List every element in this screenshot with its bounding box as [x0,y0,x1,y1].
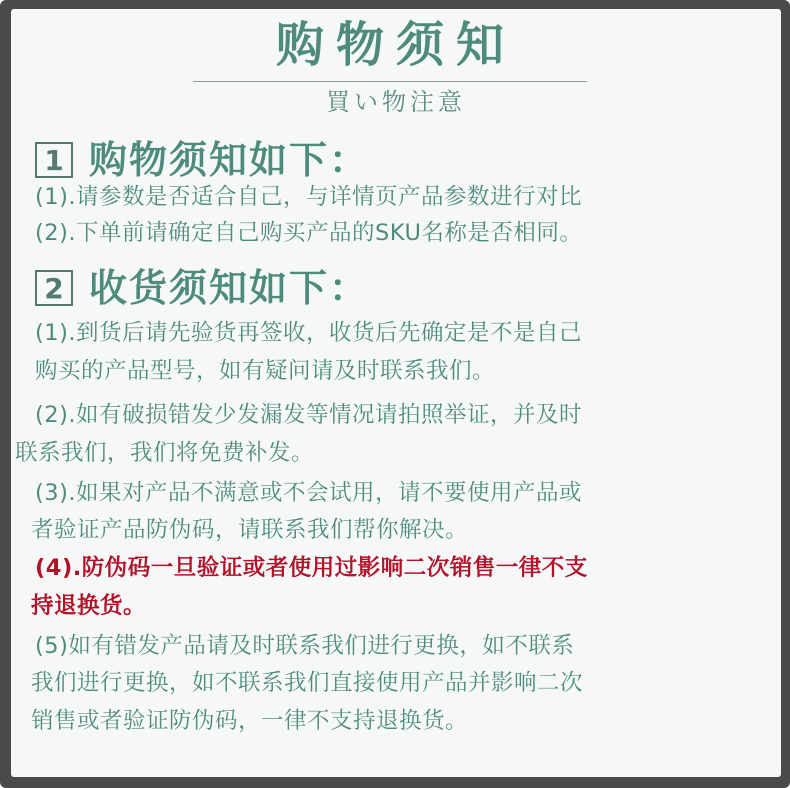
section-1-title: 购物须知如下： [89,138,370,182]
section-1-line: (2).下单前请确定自己购买产品的SKU名称是否相同。 [35,220,583,246]
section-2-title: 收货须知如下： [89,266,370,310]
section-2-line: 者验证产品防伪码，请联系我们帮你解决。 [31,517,469,543]
section-2-line: (1).到货后请先验货再签收，收货后先确定是不是自己 [35,320,583,346]
page-title: 购物须知 [275,17,516,73]
section-1-line: (1).请参数是否适合自己，与详情页产品参数进行对比 [35,184,583,210]
section-2-line: 购买的产品型号，如有疑问请及时联系我们。 [35,358,496,384]
section-2-line: (2).如有破损错发少发漏发等情况请拍照举证，并及时 [35,402,583,428]
section-2-line: 联系我们，我们将免费补发。 [15,440,315,466]
page-subtitle: 買い物注意 [326,88,466,116]
section-1-header [35,137,369,183]
section-2-number-box: 2 [35,270,73,306]
notice-card [11,9,781,777]
section-2-line: 销售或者验证防伪码，一律不支持退换货。 [31,708,469,734]
title-divider [193,81,587,82]
section-2-line: (5)如有错发产品请及时联系我们进行更换，如不联系 [35,633,575,659]
warning-line: 持退换货。 [31,593,147,619]
warning-line: (4).防伪码一旦验证或者使用过影响二次销售一律不支 [35,555,588,581]
section-1-number-box: 1 [35,142,73,178]
section-2-header [35,265,369,311]
section-2-line: (3).如果对产品不满意或不会试用，请不要使用产品或 [35,480,583,506]
section-2-line: 我们进行更换，如不联系我们直接使用产品并影响二次 [31,670,584,696]
